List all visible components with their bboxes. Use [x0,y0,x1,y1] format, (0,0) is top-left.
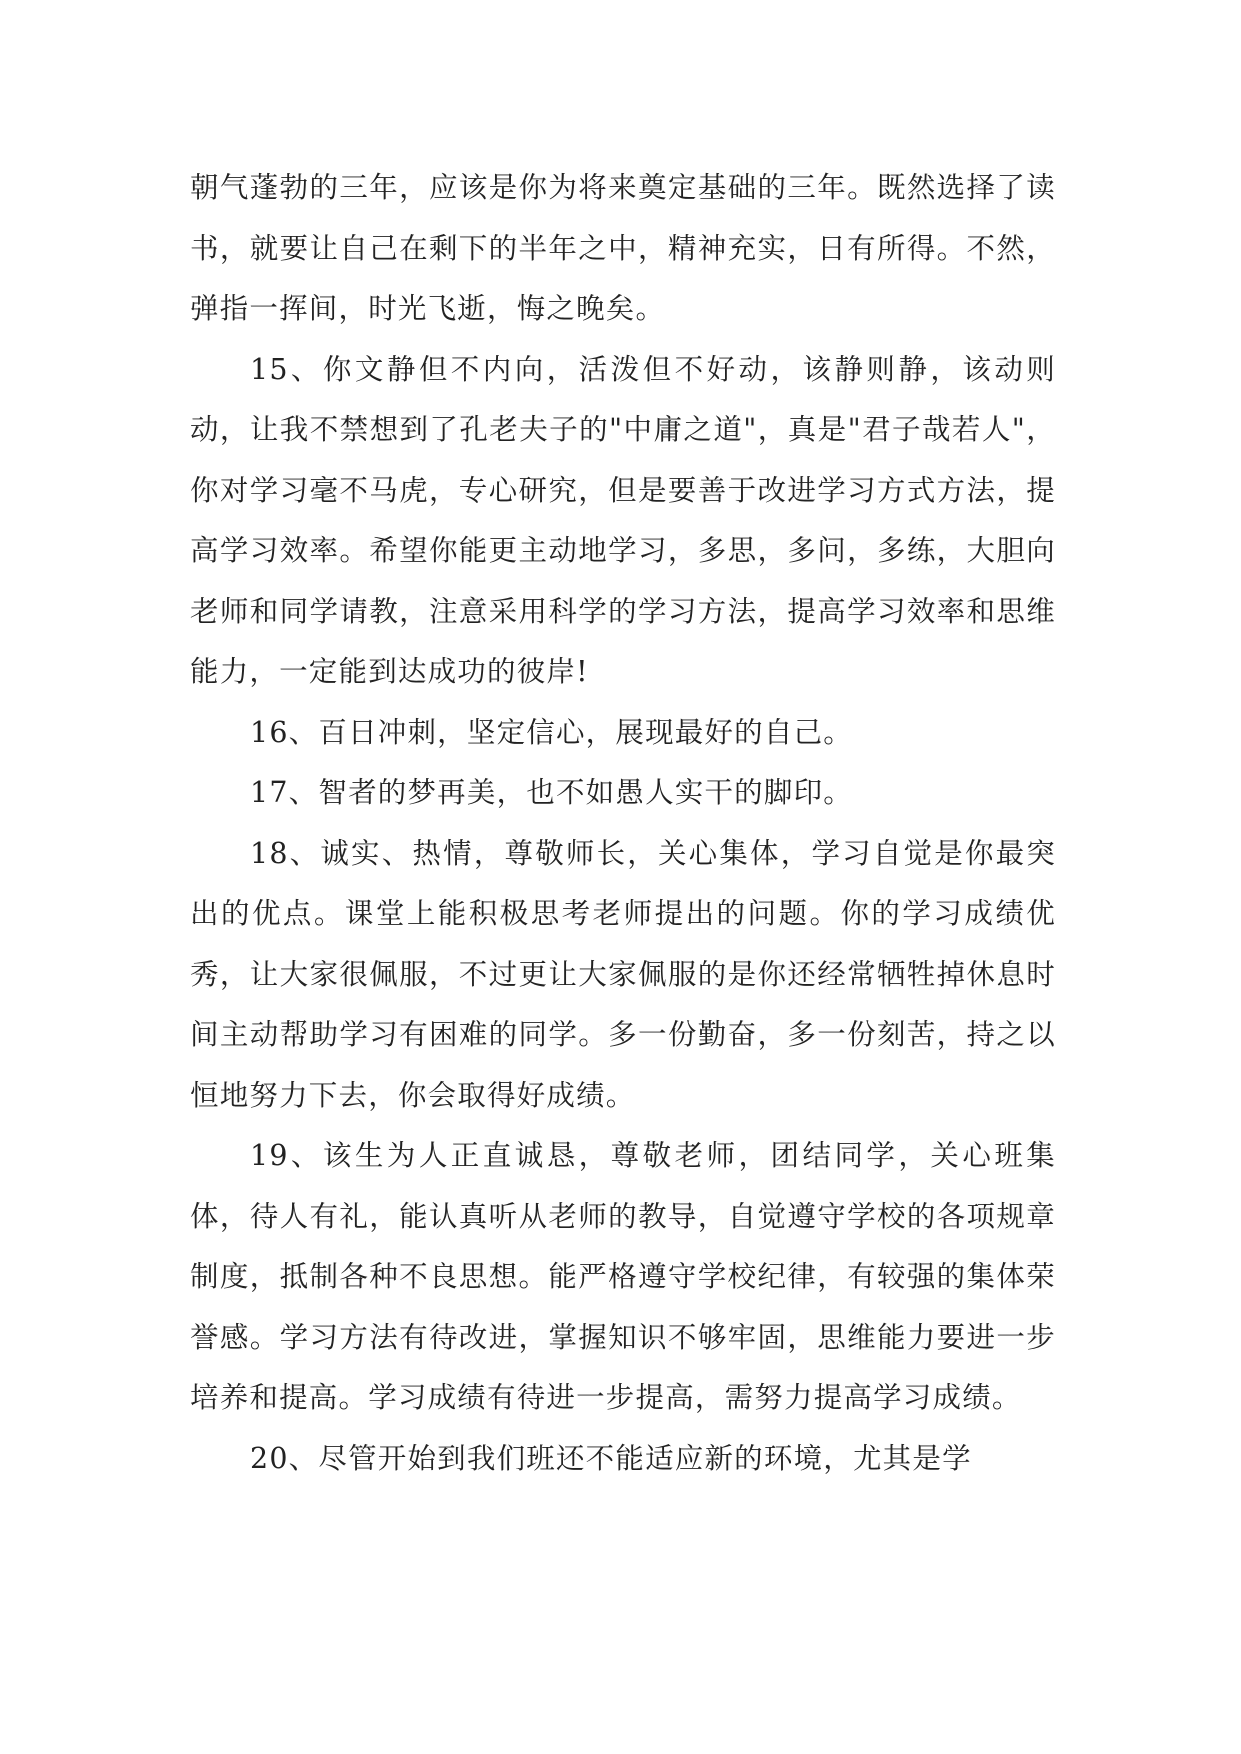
paragraph-18: 18、诚实、热情，尊敬师长，关心集体，学习自觉是你最突出的优点。课堂上能积极思考老师提出的问题。你的学习成绩优秀，让大家很佩服，不过更让大家佩服的是你还经常牺牲掉休息时间主动帮助学习有困难的同学。多一份勤奋，多一份刻苦，持之以恒地努力下去，你会取得好成绩。 [190,836,1056,1112]
document-body [190,158,1056,1489]
paragraph-16: 16、百日冲刺，坚定信心，展现最好的自己。 [250,715,853,749]
paragraph-14-continued: 朝气蓬勃的三年，应该是你为将来奠定基础的三年。既然选择了读书，就要让自己在剩下的半年之中，精神充实，日有所得。不然，弹指一挥间，时光飞逝，悔之晚矣。 [190,171,1056,325]
paragraph-19: 19、该生为人正直诚恳，尊敬老师，团结同学，关心班集体，待人有礼，能认真听从老师的教导，自觉遵守学校的各项规章制度，抵制各种不良思想。能严格遵守学校纪律，有较强的集体荣誉感。学习方法有待改进，掌握知识不够牢固，思维能力要进一步培养和提高。学习成绩有待进一步提高，需努力提高学习成绩。 [190,1139,1056,1414]
paragraph-20: 20、尽管开始到我们班还不能适应新的环境，尤其是学 [250,1441,972,1475]
paragraph-15: 15、你文静但不内向，活泼但不好动，该静则静，该动则动，让我不禁想到了孔老夫子的"中庸之道"，真是"君子哉若人"，你对学习毫不马虎，专心研究，但是要善于改进学习方式方法，提高学习效率。希望你能更主动地学习，多思，多问，多练，大胆向老师和同学请教，注意采用科学的学习方法，提高学习效率和思维能力，一定能到达成功的彼岸! [190,352,1056,688]
paragraph-17: 17、智者的梦再美，也不如愚人实干的脚印。 [250,776,853,809]
